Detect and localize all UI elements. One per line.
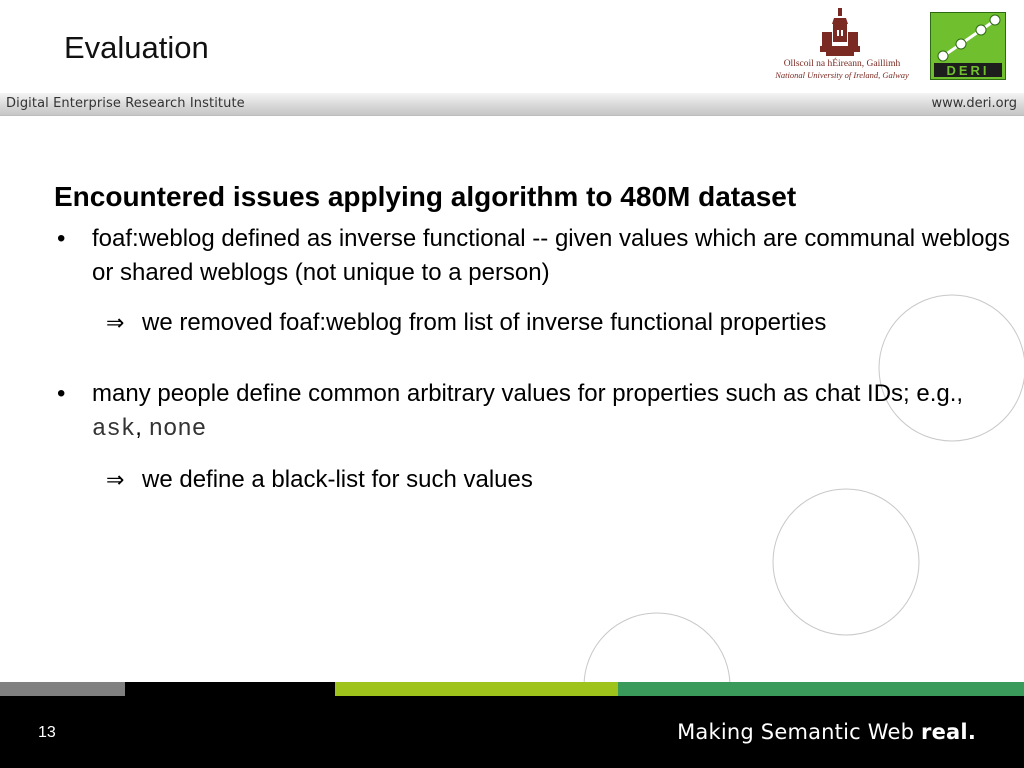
bullet-text: many people define common arbitrary values for properties such as chat IDs; e.g., (92, 380, 964, 407)
slide-title: Evaluation (64, 30, 209, 65)
header-band (0, 93, 1024, 116)
implies-arrow-icon: ⇒ (106, 468, 125, 493)
separator: , (135, 414, 142, 441)
deri-logo-graphic (931, 13, 1006, 80)
institute-name: Digital Enterprise Research Institute (6, 96, 245, 111)
bullet-marker: • (57, 225, 66, 252)
page-number: 13 (38, 724, 56, 741)
website-url: www.deri.org (931, 96, 1017, 111)
footer-bar (0, 696, 1024, 768)
implication-line (106, 306, 1014, 341)
deco-circle (773, 489, 919, 635)
deri-logo (930, 12, 1006, 80)
bullet-marker: • (57, 380, 66, 407)
code-value-none: none (148, 416, 207, 443)
deri-logo-text: DERI (946, 63, 990, 78)
bullet-item (54, 377, 1014, 447)
slogan-bold: real. (921, 720, 976, 744)
code-value-ask: ask (92, 416, 136, 443)
strip-segment-green (618, 682, 1024, 696)
implication-line (106, 463, 1014, 498)
implies-arrow-icon: ⇒ (106, 311, 125, 336)
nuig-crest-icon (818, 6, 862, 60)
strip-segment-black (125, 682, 335, 696)
implication-text: we define a black-list for such values (142, 466, 533, 493)
slide-content (54, 176, 1014, 498)
nuig-name-irish: Ollscoil na hÉireann, Gaillimh (783, 59, 901, 69)
strip-segment-gray (0, 682, 125, 696)
nuig-logo (764, 6, 920, 84)
slogan-prefix: Making Semantic Web (677, 720, 915, 744)
nuig-name-english: National University of Ireland, Galway (775, 70, 909, 80)
section-heading: Encountered issues applying algorithm to 480M dataset (54, 181, 797, 212)
bullet-item (54, 222, 1014, 290)
footer-color-strip (0, 682, 1024, 696)
implication-text: we removed foaf:weblog from list of inverse functional properties (142, 309, 827, 336)
slogan (677, 720, 976, 744)
bullet-text: foaf:weblog defined as inverse functional -- given values which are communal weblogs or shared weblogs (not unique to a person) (92, 225, 1010, 286)
strip-segment-lime (335, 682, 618, 696)
